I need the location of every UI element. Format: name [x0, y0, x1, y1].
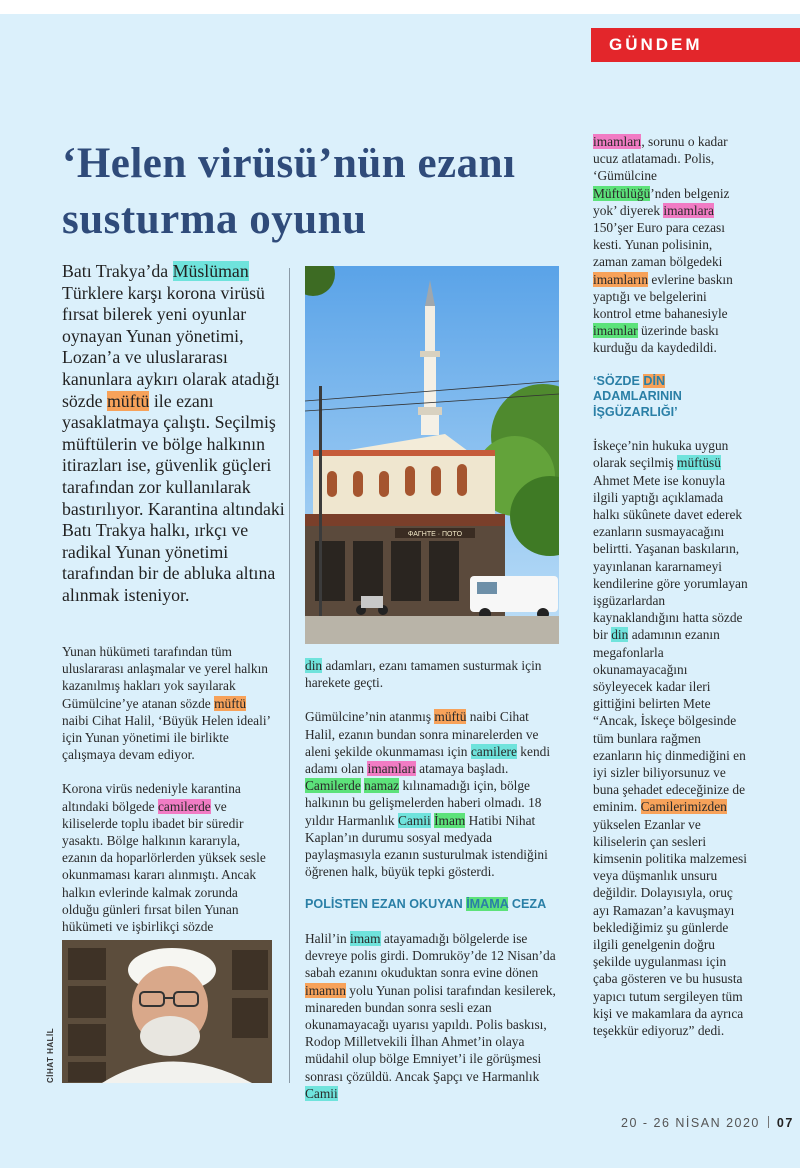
text-run: yükselen Ezanlar ve kiliselerin çan sesleri kimsenin politika malzemesi veya düşmanlık unsuru değildir. Dolayısıyla, oruç ayı Ramazan’a kavuşmayı beklediğimiz şu günlerde ilgili genelgenin doğru şekilde uygulanması için çaba gösteren ve bu hususta yapıcı tutum sergileyen tüm kişi ve makamlara da ayrıca teşekkür ediyoruz” dedi. [593, 816, 747, 1039]
highlighted-term: imam [350, 930, 381, 946]
highlighted-term: DİN [643, 373, 666, 388]
highlighted-term: imamları [593, 134, 642, 149]
highlighted-term: din [611, 627, 629, 643]
text-run: atayamadığı bölgelerde ise devreye polis girdi. Domruköy’de 12 Nisan’da sabah ezanını okuduktan sonra evine dönen [305, 930, 556, 981]
portrait-image [62, 940, 272, 1083]
highlighted-term: İmam [434, 812, 466, 828]
highlighted-term: imamları [367, 761, 416, 777]
lead-text [62, 261, 292, 607]
text-run: Hatibi Nihat Kaplan’ın durumu sosyal medyada paylaşmasıyla ezanın susturulmak istendiğini öğrenen halk, büyük tepki gösterdi. [305, 812, 548, 880]
highlighted-term: imamlara [663, 202, 714, 218]
highlighted-term: Müftülüğü [593, 185, 651, 201]
highlighted-term: imamların [593, 271, 649, 287]
paragraph [62, 643, 274, 763]
highlighted-term: camilere [470, 743, 517, 759]
highlighted-term: Camilerimizden [640, 799, 727, 815]
text-run: üzerinde baskı kurduğu da kaydedildi. [593, 323, 719, 356]
text-run: Korona virüs nedeniyle karantina altındaki bölgede [62, 781, 241, 814]
cihat-halil-photo [62, 940, 272, 1083]
highlighted-term: müftü [214, 695, 247, 711]
highlighted-term: Camii [305, 1085, 338, 1101]
paragraph [593, 133, 748, 357]
mosque-image [305, 266, 559, 644]
highlighted-term: imamın [305, 982, 346, 998]
body-column-3 [593, 133, 748, 1056]
issue-dates: 20 - 26 NİSAN 2020 [621, 1116, 760, 1130]
highlighted-term: Camilerde [305, 778, 361, 794]
text-run: İskeçe’nin hukuka uygun olarak seçilmiş [593, 438, 729, 471]
body-column-1 [62, 643, 274, 952]
text-run: 150’şer Euro para cezası kesti. Yunan polisinin, zaman zaman bölgedeki [593, 220, 725, 270]
section-tag: GÜNDEM [591, 28, 800, 62]
subheading [593, 374, 748, 421]
text-run: kendi adamı olan [305, 743, 551, 777]
paragraph [305, 708, 559, 880]
highlighted-term: Müslüman [172, 261, 249, 281]
highlighted-term: camilerde [157, 798, 211, 814]
shop-sign-text: ΦΑΓΗΤΕ · ΠΟΤΟ [407, 531, 463, 538]
paragraph [305, 930, 559, 1102]
text-run: ADAMLARININ İŞGÜZARLIĞI’ [593, 389, 682, 419]
text-run: Ahmet Mete ise konuyla ilgili yaptığı açıklamada halkı sükûnete davet ederek ezanların susmayacağını belirtti. Yaşanan baskıların, yayınlanan kararnameyi kendilerine göre yorumlayan işgüzarlardan kaynaklandığını hatta sözde bir [593, 472, 748, 643]
text-run: CEZA [508, 897, 547, 912]
page-footer [621, 1116, 794, 1130]
text-run: ve kiliselerde toplu ibadet bir süredir yasaktı. Bölge halkının kararıyla, ezanın da hoparlörlerden yüksek sesle okunmaması kararı alınmıştı. Ancak halkın evlerinde kalmak zorunda olduğu günleri fırsat bilen Yunan hükümeti ve işbirlikçi sözde [62, 798, 266, 935]
column-divider [289, 268, 290, 1083]
text-run: adamları, ezanı tamamen susturmak için harekete geçti. [305, 658, 542, 691]
text-run: adamının ezanın megafonlarla okunamayacağını söyleyecek kadar ileri gittiğini belirten Mete “Ancak, İskeçe bölgesinde tüm bunlara rağmen ezanların hiç dinmediğini en iyi sizler biliyorsunuz ve buna şehadet edeceğinize de eminim. [593, 627, 746, 815]
text-run: Yunan hükümeti tarafından tüm uluslararası anlaşmalar ve yerel halkın kazanılmış hakları yok sayılarak Gümülcine’ye atanan sözde [62, 644, 268, 711]
paragraph [593, 437, 748, 1039]
text-run: ’nden belgeniz yok’ diyerek [593, 185, 730, 218]
mosque-photo [305, 266, 559, 644]
text-run: POLİSTEN EZAN OKUYAN [305, 897, 467, 912]
text-run: naibi Cihat Halil, ezanın bundan sonra minarelerden ve aleni şekilde okunmaması için [305, 709, 539, 759]
highlighted-term: din [305, 658, 323, 673]
highlighted-term: namaz [364, 778, 400, 794]
headline: ‘Helen virüsü’nün ezanı susturma oyunu [62, 140, 516, 243]
page-number: 07 [776, 1116, 794, 1130]
text-run: kılınamadığı için, bölge halkının bu gelişmelerden haberi olmadı. 18 yıldır Harmanlık [305, 778, 542, 828]
highlighted-term: müftü [434, 709, 467, 725]
text-run: Gümülcine’nin atanmış [305, 709, 435, 725]
text-run: naibi Cihat Halil, ‘Büyük Helen ideali’ için Yunan yönetimi ile birlikte çalışmaya devam ediyor. [62, 712, 270, 763]
text-run: ile ezanı yasaklatmaya çalıştı. Seçilmiş müftülerin ve bölge halkının itirazları ise, güvenlik güçleri tarafından zor kullanılarak bastırılıyor. Karantina altındaki Batı Trakya halkı, ırkçı ve radikal Yunan yönetimi tarafından bir de abluka altına alınmak isteniyor. [62, 390, 285, 605]
text-run: Türklere karşı korona virüsü fırsat bilerek yeni oyunlar oynayan Yunan yönetimi, Lozan’a ve uluslararası kanunlara aykırı olarak atadığı sözde [62, 282, 280, 411]
text-run: atamaya başladı. [415, 761, 509, 777]
text-run: ‘SÖZDE [593, 373, 644, 388]
highlighted-term: imamlar [593, 323, 638, 339]
highlighted-term: müftüsü [677, 455, 721, 471]
highlighted-term: müftü [106, 390, 150, 411]
text-run: yolu Yunan polisi tarafından kesilerek, minareden bundan sonra sesli ezan okunamayacağı uyarısı yapıldı. Polis baskısı, Rodop Milletvekili İlhan Ahmet’in olaya müdahil olup bölge Emniyet’i ile görüşmesi sonrası çözüldü. Ancak Şapçı ve Harmanlık [305, 982, 556, 1084]
text-run: , sorunu o kadar ucuz atlatamadı. Polis, ‘Gümülcine [593, 134, 728, 184]
text-run: Halil’in [305, 930, 350, 946]
text-run: evlerine baskın yaptığı ve belgelerini kontrol etme bahanesiyle [593, 271, 733, 322]
photo-caption: CİHAT HALİL [46, 1027, 55, 1083]
subheading [305, 897, 559, 913]
paragraph [305, 657, 559, 691]
highlighted-term: Camii [397, 812, 431, 828]
paragraph [62, 780, 274, 935]
body-column-2 [305, 657, 559, 1119]
lead-paragraph [62, 261, 292, 607]
text-run: Batı Trakya’da [62, 261, 173, 281]
highlighted-term: İMAMA [466, 897, 509, 912]
footer-divider [768, 1116, 769, 1128]
